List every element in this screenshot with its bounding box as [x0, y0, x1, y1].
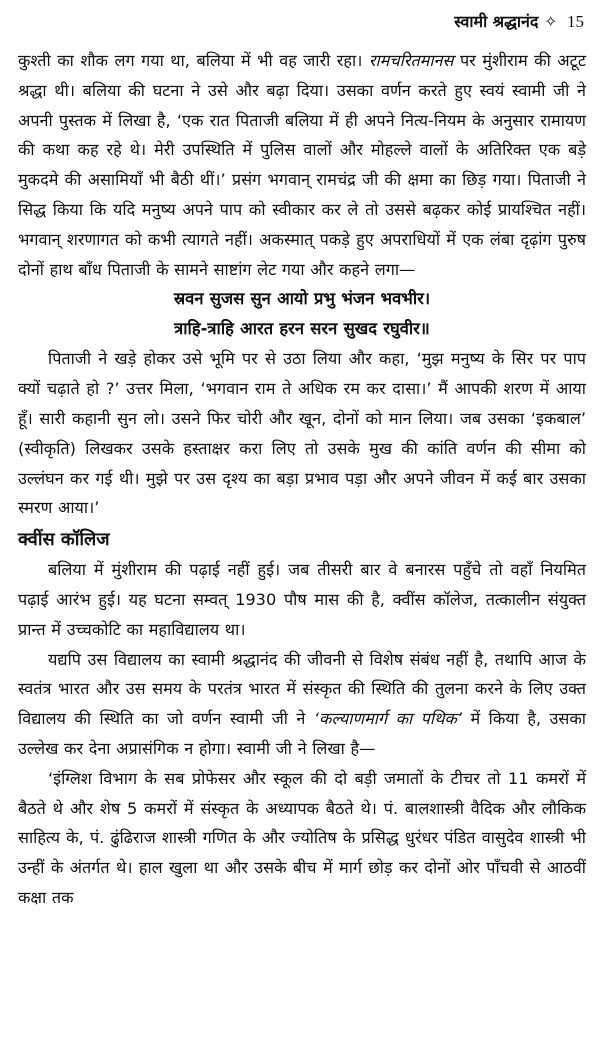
paragraph-4-text-a: यद्यपि उस विद्यालय का स्वामी श्रद्धानंद की जीवनी से विशेष संबंध नहीं है, तथापि आज के स्वतंत्र भारत और उस समय के परतंत्र भारत में संस्कृत की स्थिति की तुलना करने के लिए उक्त विद्यालय की स्थिति का जो वर्णन स्वामी जी ने	[18, 649, 586, 729]
paragraph-1	[18, 46, 586, 284]
paragraph-4-text-b: में किया है, उसका उल्लेख कर देना अप्रासंगिक न होगा। स्वामी जी ने लिखा है—	[18, 709, 586, 758]
section-heading: क्वींस कॉलिज	[18, 529, 110, 551]
paragraph-2: पिताजी ने खड़े होकर उसे भूमि पर से उठा लिया और कहा, ‘मुझ मनुष्य के सिर पर पाप क्यों चढ़ाते हो ?’ उत्तर मिला, ‘भगवान राम ते अधिक रम कर दासा।’ मैं आपकी शरण में आया हूँ। सारी कहानी सुन लो। उसने फिर चोरी और खून, दोनों को मान लिया। जब उसका ‘इकबाल’ (स्वीकृति) लिखकर उसके हस्ताक्षर करा लिए तो उसके मुख की कांति वर्णन की सीमा को उल्लंघन कर गई थी। मुझे पर उस दृश्य का बड़ा प्रभाव पड़ा और अपने जीवन में कई बार उसका स्मरण आया।’	[18, 349, 586, 518]
italic-book-title: रामचरितमानस	[368, 51, 454, 70]
page-body	[18, 46, 586, 913]
page-number: 15	[567, 12, 584, 31]
verse-block	[18, 284, 586, 344]
paragraph-1-text-a: कुश्ती का शौक लग गया था, बलिया में भी वह जारी रहा।	[18, 51, 369, 70]
paragraph-1-text-b: पर मुंशीराम की अटूट श्रद्धा थी। बलिया की घटना ने उसे और बढ़ा दिया। उसका वर्णन करते हुए स्वयं स्वामी जी ने अपनी पुस्तक में लिखा है, ‘एक रात पिताजी बलिया में ही अपने नित्य-नियम के अनुसार रामायण की कथा कह रहे थे। मेरी उपस्थिति में पुलिस वालों और मोहल्ले वालों के अतिरिक्त एक बड़े मुकदमे की असामियाँ भी बैठी थीं।’ प्रसंग भगवान् रामचंद्र जी की क्षमा का छिड़ गया। पिताजी ने सिद्ध किया कि यदि मनुष्य अपने पाप को स्वीकार कर ले तो उससे बढ़कर कोई प्रायश्चित नहीं। भगवान् शरणागत को कभी त्यागते नहीं। अकस्मात् पकड़े हुए अपराधियों में एक लंबा दृढ़ांग पुरुष दोनों हाथ बाँध पिताजी के सामने साष्टांग लेट गया और कहने लगा—	[18, 51, 586, 279]
paragraph-3: बलिया में मुंशीराम की पढ़ाई नहीं हुई। जब तीसरी बार वे बनारस पहुँचे तो वहाँ नियमित पढ़ाई आरंभ हुई। यह घटना सम्वत् 1930 पौष मास की है, क्वींस कॉलेज, तत्कालीन संयुक्त प्रान्त में उच्चकोटि का महाविद्यालय था।	[18, 560, 586, 639]
paragraph-4	[18, 645, 586, 764]
italic-book-title-2: ‘कल्याणमार्ग का पथिक’	[313, 709, 462, 729]
paragraph-5: ‘इंग्लिश विभाग के सब प्रोफेसर और स्कूल की दो बड़ी जमातों के टीचर तो 11 कमरों में बैठते थे और शेष 5 कमरों में संस्कृत के अध्यापक बैठते थे। पं. बालशास्त्री वैदिक और लौकिक साहित्य के, पं. ढुंढिराज शास्त्री गणित के और ज्योतिष के प्रसिद्ध धुरंधर पंडित वासुदेव शास्त्री भी उन्हीं के अंतर्गत थे। हाल खुला था और उसके बीच में मार्ग छोड़ कर दोनों ओर पाँचवी से आठवीं कक्षा तक	[18, 768, 586, 907]
header-ornament: ✧	[544, 12, 558, 31]
verse-line-2: त्राहि-त्राहि आरत हरन सरन सुखद रघुवीर॥	[174, 319, 430, 339]
header-title: स्वामी श्रद्धानंद	[454, 12, 539, 31]
running-header	[454, 10, 584, 32]
verse-line-1: स्रवन सुजस सुन आयो प्रभु भंजन भवभीर।	[173, 289, 431, 309]
